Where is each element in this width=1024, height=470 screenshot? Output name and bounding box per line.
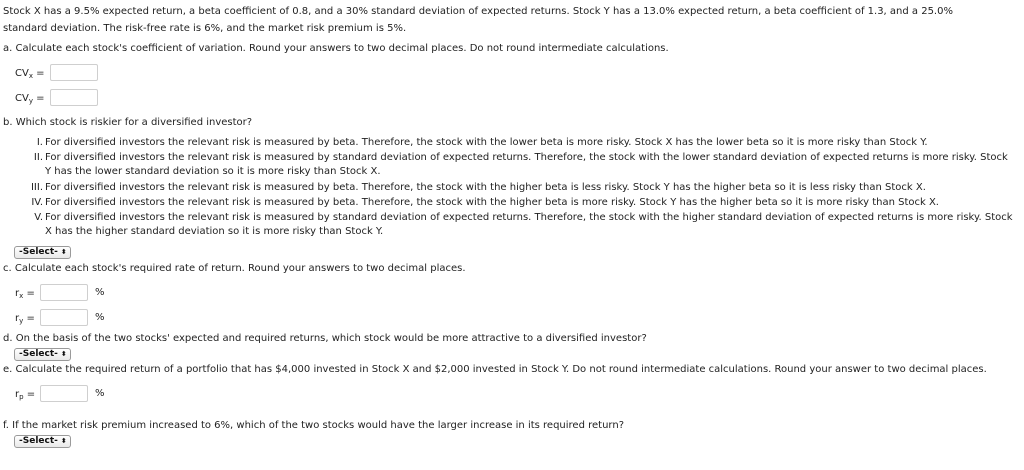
- rp-input[interactable]: [40, 385, 88, 402]
- part-e-question: e. Calculate the required return of a portfolio that has $4,000 invested in Stock X and $2,000 invested in Stock Y. Do not round intermediate calculations. Round your answer to two decimal places.: [3, 364, 987, 375]
- rx-label: $r_x$ =: [15, 288, 35, 300]
- rx-input[interactable]: [40, 284, 88, 301]
- select-arrows-icon: ⬍: [60, 350, 67, 358]
- part-c-question: c. Calculate each stock's required rate of return. Round your answers to two decimal places.: [3, 263, 466, 274]
- rx-percent-unit: %: [95, 287, 105, 298]
- select-arrows-icon: ⬍: [60, 248, 67, 256]
- rp-percent-unit: %: [95, 388, 105, 399]
- problem-intro: [3, 3, 953, 37]
- option-i: I. For diversified investors the relevant risk is measured by beta. Therefore, the stock with the lower beta is more risky. Stock X has the lower beta so it is more risky than Stock Y.: [36, 137, 928, 148]
- part-f-question: f. If the market risk premium increased to 6%, which of the two stocks would have the larger increase in its required return?: [3, 420, 624, 431]
- part-b-question: b. Which stock is riskier for a diversified investor?: [3, 117, 253, 128]
- cvx-input[interactable]: [50, 64, 98, 81]
- intro-line-2: standard deviation. The risk-free rate is 6%, and the market risk premium is 5%.: [3, 23, 407, 34]
- cvy-label: $CV_y$ =: [15, 93, 45, 105]
- ry-percent-unit: %: [95, 312, 105, 323]
- select-arrows-icon: ⬍: [60, 437, 67, 445]
- cvy-input[interactable]: [50, 89, 98, 106]
- rp-label: $r_p$ =: [15, 389, 36, 401]
- part-b-select[interactable]: -Select- ⬍: [14, 246, 71, 259]
- part-a-question: a. Calculate each stock's coefficient of variation. Round your answers to two decimal places. Do not round intermediate calculations.: [3, 43, 669, 54]
- option-iii: III. For diversified investors the relevant risk is measured by beta. Therefore, the stock with the higher beta is less risky. Stock Y has the higher beta so it is less risky than Stock X.: [30, 182, 926, 193]
- option-iv: IV. For diversified investors the relevant risk is measured by beta. Therefore, the stock with the higher beta is more risky. Stock Y has the higher beta so it is more risky than Stock X.: [31, 197, 939, 208]
- part-d-select[interactable]: -Select- ⬍: [14, 348, 71, 361]
- ry-label: $r_y$ =: [15, 313, 35, 325]
- part-f-select[interactable]: -Select- ⬍: [14, 435, 71, 448]
- part-d-question: d. On the basis of the two stocks' expected and required returns, which stock would be more attractive to a diversified investor?: [3, 333, 647, 344]
- ry-input[interactable]: [40, 309, 88, 326]
- cvx-label: $CV_x$ =: [15, 68, 45, 80]
- option-ii: II. For diversified investors the relevant risk is measured by standard deviation of expected returns. Therefore, the stock with the lower standard deviation of expected returns is more risky. Stock Y has the lower standard deviation so it is more risky than Stock X.: [33, 152, 1008, 177]
- option-v: V. For diversified investors the relevant risk is measured by standard deviation of expected returns. Therefore, the stock with the higher standard deviation of expected returns is more risky. Stock X has the higher standard deviation so it is more risky than Stock Y.: [34, 212, 1013, 237]
- intro-line-1: Stock X has a 9.5% expected return, a beta coefficient of 0.8, and a 30% standard deviation of expected returns. Stock Y has a 13.0% expected return, a beta coefficient of 1.3, and a 25.0%: [3, 6, 953, 17]
